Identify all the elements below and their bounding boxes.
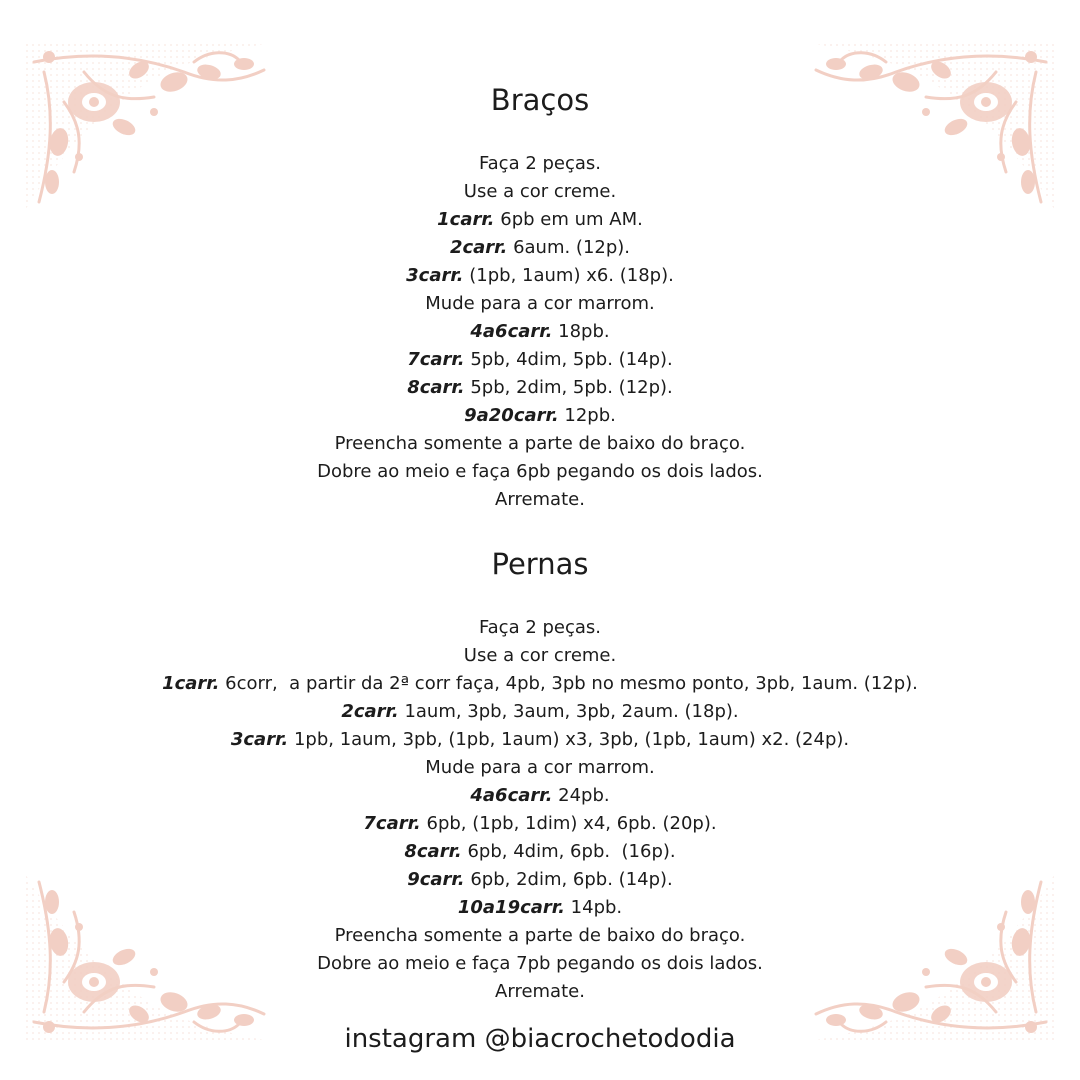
round-label: 2carr.: [449, 237, 508, 258]
instruction-line: [0, 950, 1080, 978]
round-label: 9a20carr.: [464, 405, 559, 426]
instruction-line: [0, 978, 1080, 1006]
instruction-text: 6corr, a partir da 2ª corr faça, 4pb, 3pb no mesmo ponto, 3pb, 1aum. (12p).: [219, 673, 918, 694]
instruction-text: Faça 2 peças.: [478, 153, 602, 174]
round-label: 4a6carr.: [470, 785, 553, 806]
instruction-list-pernas: [0, 614, 1080, 1006]
section-title-bracos: Braços: [490, 83, 590, 117]
instruction-text: Mude para a cor marrom.: [425, 293, 655, 314]
round-label: 7carr.: [363, 813, 421, 834]
round-label: 2carr.: [341, 701, 399, 722]
section-title-pernas: Pernas: [491, 547, 589, 581]
instruction-text: Preencha somente a parte de baixo do braço.: [334, 925, 746, 946]
instruction-text: Dobre ao meio e faça 6pb pegando os dois lados.: [317, 461, 763, 482]
instruction-text: 6pb, (1pb, 1dim) x4, 6pb. (20p).: [420, 813, 717, 834]
instruction-line: [0, 290, 1080, 318]
instruction-text: 6aum. (12p).: [507, 237, 631, 258]
instruction-text: Arremate.: [495, 489, 585, 510]
instruction-line: [0, 754, 1080, 782]
instruction-text: 5pb, 2dim, 5pb. (12p).: [464, 377, 673, 398]
instruction-line: [0, 642, 1080, 670]
instruction-text: Dobre ao meio e faça 7pb pegando os dois lados.: [317, 953, 763, 974]
round-label: 8carr.: [404, 841, 462, 862]
instagram-handle: instagram @biacrochetododia: [344, 1024, 736, 1054]
instruction-line: [0, 430, 1080, 458]
round-label: 3carr.: [230, 729, 289, 750]
round-label: 8carr.: [407, 377, 465, 398]
instruction-line: [0, 782, 1080, 810]
instruction-line: [0, 374, 1080, 402]
instruction-line: [0, 670, 1080, 698]
instruction-text: 6pb, 2dim, 6pb. (14p).: [464, 869, 673, 890]
instruction-text: 1aum, 3pb, 3aum, 3pb, 2aum. (18p).: [398, 701, 739, 722]
instruction-text: Use a cor creme.: [463, 645, 617, 666]
instruction-line: [0, 402, 1080, 430]
instruction-text: (1pb, 1aum) x6. (18p).: [463, 265, 674, 286]
instruction-line: [0, 838, 1080, 866]
round-label: 7carr.: [407, 349, 465, 370]
instruction-line: [0, 178, 1080, 206]
instruction-text: 24pb.: [552, 785, 610, 806]
instruction-line: [0, 894, 1080, 922]
instruction-text: 14pb.: [564, 897, 623, 918]
instruction-line: [0, 234, 1080, 262]
round-label: 1carr.: [437, 209, 495, 230]
instruction-line: [0, 150, 1080, 178]
instruction-list-bracos: [0, 150, 1080, 514]
instruction-line: [0, 458, 1080, 486]
instruction-line: [0, 262, 1080, 290]
instruction-text: 1pb, 1aum, 3pb, (1pb, 1aum) x3, 3pb, (1pb, 1aum) x2. (24p).: [288, 729, 850, 750]
round-label: 4a6carr.: [470, 321, 553, 342]
instruction-line: [0, 698, 1080, 726]
instruction-line: [0, 486, 1080, 514]
instruction-text: 6pb em um AM.: [494, 209, 643, 230]
instruction-text: Use a cor creme.: [463, 181, 617, 202]
instruction-text: 12pb.: [558, 405, 616, 426]
instruction-text: Mude para a cor marrom.: [425, 757, 655, 778]
instruction-text: 5pb, 4dim, 5pb. (14p).: [464, 349, 673, 370]
instruction-line: [0, 614, 1080, 642]
instruction-line: [0, 206, 1080, 234]
instruction-line: [0, 922, 1080, 950]
instruction-text: Preencha somente a parte de baixo do braço.: [334, 433, 746, 454]
round-label: 10a19carr.: [457, 897, 565, 918]
instruction-text: Faça 2 peças.: [478, 617, 602, 638]
instruction-line: [0, 346, 1080, 374]
instruction-line: [0, 810, 1080, 838]
instruction-text: 18pb.: [552, 321, 610, 342]
instruction-line: [0, 866, 1080, 894]
instruction-text: Arremate.: [495, 981, 585, 1002]
instruction-line: [0, 726, 1080, 754]
round-label: 9carr.: [407, 869, 465, 890]
instruction-text: 6pb, 4dim, 6pb. (16p).: [461, 841, 676, 862]
round-label: 3carr.: [406, 265, 464, 286]
instruction-line: [0, 318, 1080, 346]
round-label: 1carr.: [162, 673, 220, 694]
